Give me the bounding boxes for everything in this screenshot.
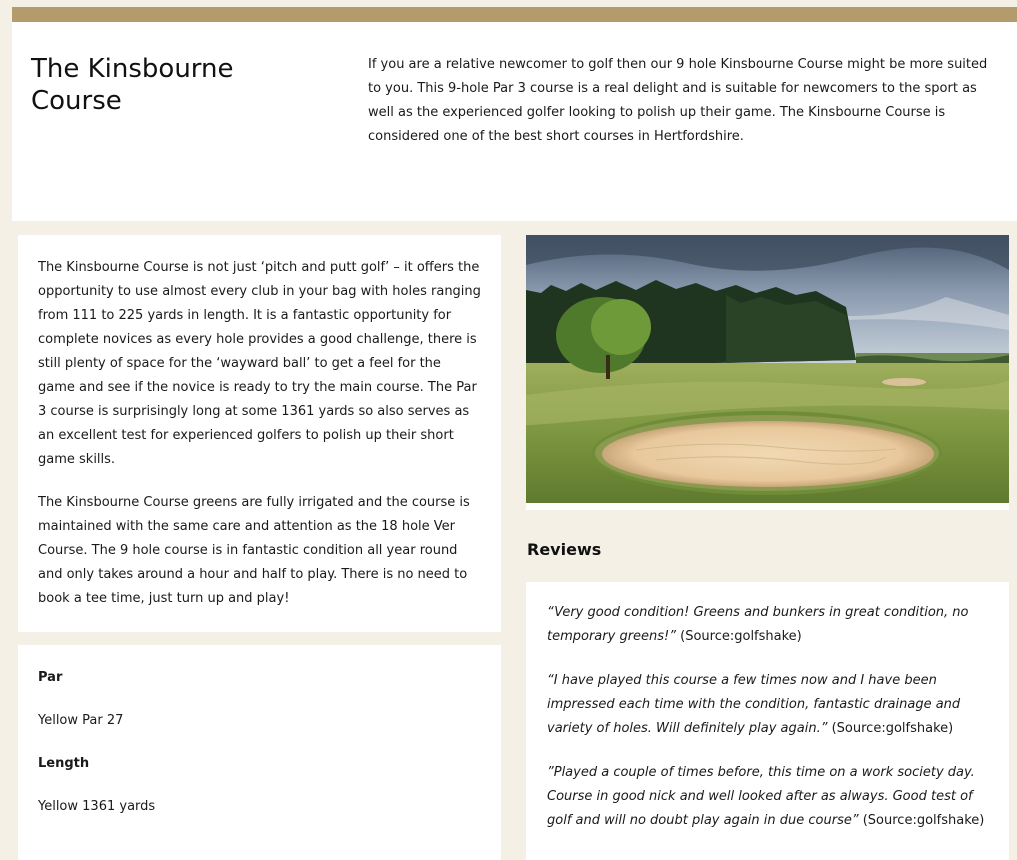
par-value: Yellow Par 27	[38, 713, 124, 728]
review-source: (Source:golfshake)	[680, 629, 802, 644]
hero-panel	[12, 22, 1017, 221]
description-paragraph: The Kinsbourne Course greens are fully irrigated and the course is maintained with the same care and attention as the 18 hole Ver Course. The 9 hole course is in fantastic condition all year round and only takes around a hour and half to play. There is no need to book a tee time, just turn up and play!	[38, 495, 470, 606]
reviews-heading: Reviews	[527, 540, 602, 559]
description-paragraph: The Kinsbourne Course is not just ‘pitch and putt golf’ – it offers the opportunity to use almost every club in your bag with holes ranging from 111 to 225 yards in length. It is a fantastic opportunity for complete novices as every hole provides a good challenge, there is still plenty of space for the ‘wayward ball’ to get a feel for the game and see if the novice is ready to try the main course. The Par 3 course is surprisingly long at some 1361 yards so also serves as an excellent test for experienced golfers to polish up their short game skills.	[38, 260, 481, 467]
review-item	[547, 761, 989, 833]
review-quote: ”Played a couple of times before, this time on a work society day. Course in good nick and well looked after as always. Good test of golf and will no doubt play again in due course”	[547, 765, 975, 828]
review-quote: “I have played this course a few times now and I have been impressed each time with the condition, fantastic drainage and variety of holes. Will definitely play again.”	[547, 673, 961, 736]
golf-course-bunker-image	[526, 235, 1009, 503]
course-specs-card	[18, 645, 501, 860]
review-quote: “Very good condition! Greens and bunkers in great condition, no temporary greens!”	[547, 605, 969, 644]
review-source: (Source:golfshake)	[862, 813, 985, 828]
accent-bar	[12, 7, 1017, 22]
course-photo	[526, 235, 1009, 510]
intro-text: If you are a relative newcomer to golf then our 9 hole Kinsbourne Course might be more suited to you. This 9-hole Par 3 course is a real delight and is suitable for newcomers to the sport as well as the experienced golfer looking to polish up their game. The Kinsbourne Course is considered one of the best short courses in Hertfordshire.	[368, 57, 988, 144]
reviews-card	[526, 582, 1009, 860]
review-item	[547, 669, 989, 741]
review-item	[547, 601, 989, 649]
length-heading: Length	[38, 756, 90, 771]
review-source: (Source:golfshake)	[831, 721, 954, 736]
par-heading: Par	[38, 670, 63, 685]
course-description-card	[18, 235, 501, 632]
length-value: Yellow 1361 yards	[38, 799, 156, 814]
page-title: The Kinsbourne Course	[31, 54, 234, 116]
